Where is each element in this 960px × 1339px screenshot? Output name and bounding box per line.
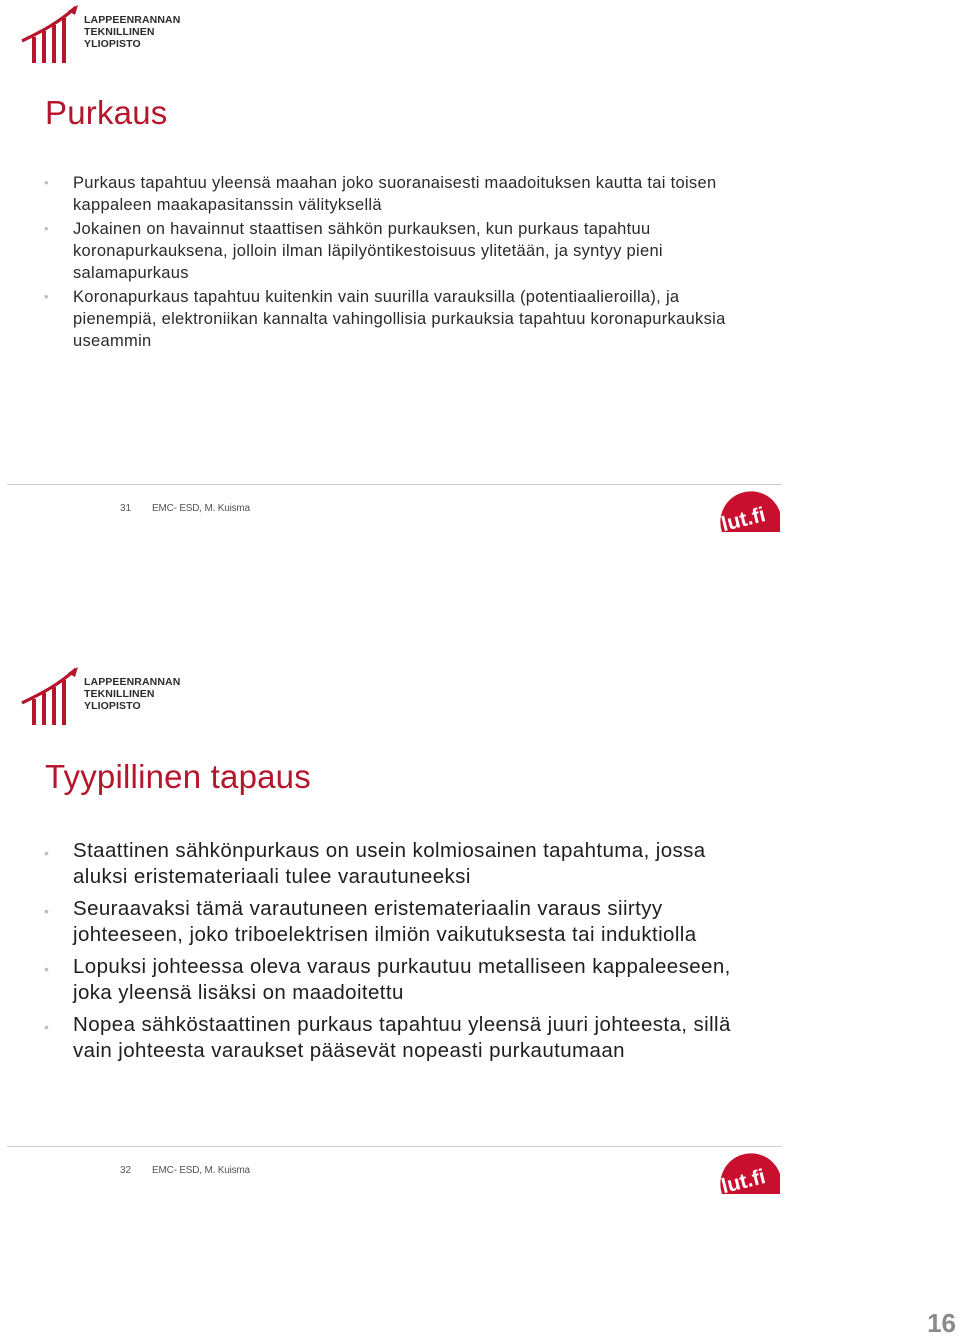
slide-title: Tyypillinen tapaus xyxy=(45,758,311,795)
logo-line-1: LAPPEENRANNAN xyxy=(84,14,181,26)
slide-title: Purkaus xyxy=(45,94,168,131)
bullet-item: • Nopea sähköstaattinen purkaus tapahtuu yleensä juuri johteesta, sillä vain johteesta varaukset pääsevät nopeasti purkautumaan xyxy=(44,1012,764,1064)
bullet-item: • Seuraavaksi tämä varautuneen eristemateriaalin varaus siirtyy johteeseen, joko triboelektrisen ilmiön vaikutuksesta tai induktiolla xyxy=(44,896,764,948)
slide-page-number: 31 xyxy=(120,503,132,514)
logo-mark-icon xyxy=(20,665,82,727)
bullet-item: • Lopuksi johteessa oleva varaus purkautuu metalliseen kappaleeseen, joka yleensä lisäksi on maadoitettu xyxy=(44,954,764,1006)
bullet-item: • Jokainen on havainnut staattisen sähkön purkauksen, kun purkaus tapahtuu koronapurkauksena, jolloin ilman läpilyöntikestoisuus ylitetään, ja syntyy pieni salamapurkaus xyxy=(44,218,764,284)
badge-text: lut.fi xyxy=(719,1165,768,1199)
slide-32 xyxy=(0,662,960,1222)
logo-line-2: TEKNILLINEN YLIOPISTO xyxy=(84,688,155,712)
lut-fi-badge-icon xyxy=(712,1144,784,1200)
slide-31 xyxy=(0,0,960,560)
bullet-item: • Koronapurkaus tapahtuu kuitenkin vain suurilla varauksilla (potentiaalieroilla), ja pienempiä, elektroniikan kannalta vahingollisia purkauksia tapahtuu koronapurkauksia useammin xyxy=(44,286,764,352)
footer-divider xyxy=(7,1146,782,1147)
footer-author: EMC- ESD, M. Kuisma xyxy=(152,503,250,514)
logo-wordmark xyxy=(84,676,210,712)
bullet-list xyxy=(44,172,764,354)
footer-author: EMC- ESD, M. Kuisma xyxy=(152,1165,250,1176)
badge-text: lut.fi xyxy=(719,503,768,537)
logo-line-1: LAPPEENRANNAN xyxy=(84,676,181,688)
slide-page-number: 32 xyxy=(120,1165,132,1176)
lut-fi-badge-icon xyxy=(712,482,784,538)
logo-line-2: TEKNILLINEN YLIOPISTO xyxy=(84,26,155,50)
bullet-list xyxy=(44,838,764,1070)
bullet-item: • Purkaus tapahtuu yleensä maahan joko suoranaisesti maadoituksen kautta tai toisen kappaleen maakapasitanssin välityksellä xyxy=(44,172,764,216)
logo-mark-icon xyxy=(20,3,82,65)
footer-divider xyxy=(7,484,782,485)
university-logo xyxy=(20,665,210,727)
bullet-item: • Staattinen sähkönpurkaus on usein kolmiosainen tapahtuma, jossa aluksi eristemateriaali tulee varautuneeksi xyxy=(44,838,764,890)
sheet-page-number: 16 xyxy=(927,1308,956,1338)
logo-wordmark xyxy=(84,14,210,50)
university-logo xyxy=(20,3,210,65)
